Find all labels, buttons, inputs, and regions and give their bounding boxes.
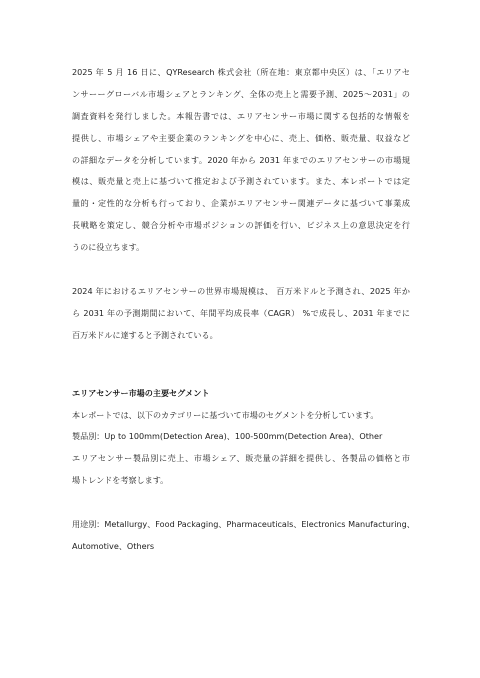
segments-section [72,383,415,558]
intro-line: 模は、販売量と売上に基づいて推定および予測されています。また、本レポートでは定 [72,176,410,187]
intro-paragraph [72,62,410,259]
product-note-line: エリアセンサー製品別に売上、市場シェア、販売量の詳細を提供し、各製品の価格と市 [72,453,410,464]
application-segment-line: Automotive、Others [72,541,155,552]
intro-line: 量的・定性的な分析も行っており、企業がエリアセンサー関連データに基づいて事業成 [72,198,410,209]
product-segment-line: 製品別：Up to 100mm(Detection Area)、100-500mm(Detection Area)、Other [72,431,383,442]
application-segment-line: 用途別：Metallurgy、Food Packaging、Pharmaceuticals、Electronics Manufacturing、 [72,519,415,530]
intro-line: うのに役立ちます。 [72,242,145,253]
intro-line: 提供し、市場シェアや主要企業のランキングを中心に、売上、価格、販売量、収益など [72,132,410,143]
intro-line: 2025 年 5 月 16 日に、QYResearch 株式会社（所在地：東京都中央区）は、「エリアセ [72,67,410,77]
paragraph-spacer [72,259,410,281]
intro-line: ンサーーグローバル市場シェアとランキング、全体の売上と需要予測、2025〜2031」の [72,88,410,99]
section-spacer [72,347,410,383]
section-heading: エリアセンサー市場の主要セグメント [72,387,210,398]
intro-line: 長戦略を策定し、競合分析や市場ポジションの評価を行い、ビジネス上の意思決定を行 [72,220,410,231]
intro-line: 調査資料を発行しました。本報告書では、エリアセンサー市場に関する包括的な情報を [72,110,410,121]
market-line: ら 2031 年の予測期間において、年間平均成長率（CAGR） %で成長し、2031 年までに [72,307,410,318]
product-note-line: 場トレンドを考察します。 [72,475,169,486]
market-line: 2024 年におけるエリアセンサーの世界市場規模は、 百万米ドルと予測され、2025 年か [72,286,410,297]
segments-description: 本レポートでは、以下のカテゴリーに基づいて市場のセグメントを分析しています。 [72,409,379,420]
paragraph-spacer [72,492,410,514]
market-size-paragraph [72,281,410,347]
intro-line: の詳細なデータを分析しています。2020 年から 2031 年までのエリアセンサーの市場規 [72,154,410,165]
market-line: 百万米ドルに達すると予測されている。 [72,329,218,340]
document-body [72,62,415,558]
